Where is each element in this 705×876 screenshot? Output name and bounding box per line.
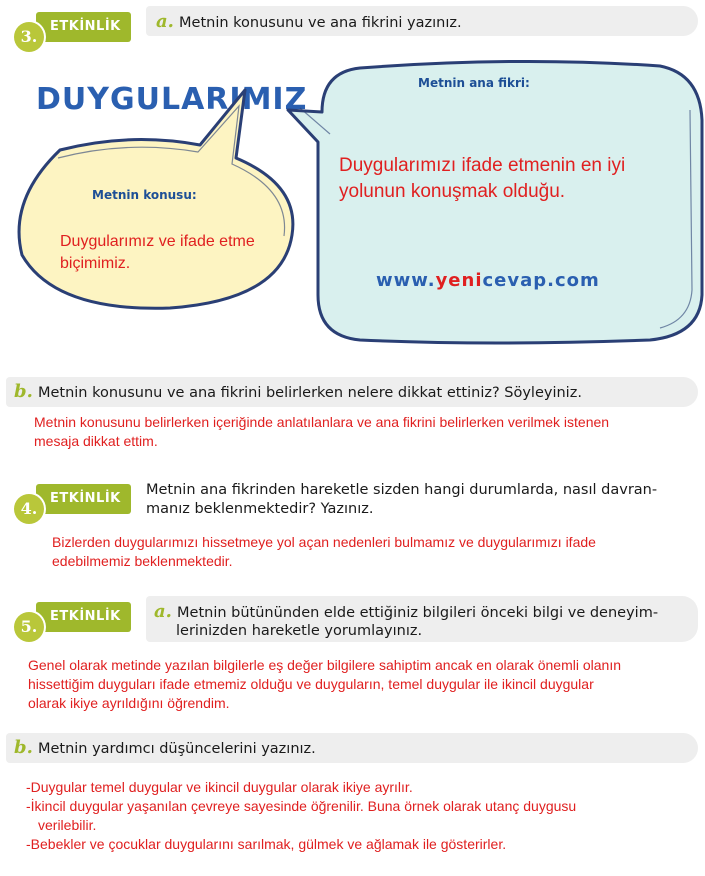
act4-badge-label: ETKİNLİK [36,484,131,514]
act3-question-a-text: Metnin konusunu ve ana fikrini yazınız. [179,15,462,31]
act5-question-b-text: Metnin yardımcı düşüncelerini yazınız. [37,741,316,757]
act3-badge [14,8,134,46]
topic-label: Metnin konusu: [92,188,197,202]
act4-answer-line1: Bizlerden duygularımızı hissetmeye yol açan nedenleri bulmamız ve duygularımızı ifade [52,534,596,550]
act5-question-a [154,601,658,622]
act5-b-answer-line2: -İkincil duygular yaşanılan çevreye sayesinde öğrenilir. Buna örnek olarak utanç duygusu [26,798,577,814]
act4-badge [14,480,134,520]
act4-badge-number: 4. [14,494,44,524]
act5-badge-label: ETKİNLİK [36,602,131,632]
watermark [376,270,600,291]
act5-letter-a: a. [154,601,172,622]
act3-question-a [156,11,462,32]
mainidea-answer: Duygularımızı ifade etmenin en iyi yolunun konuşmak olduğu. [339,155,626,202]
act5-b-answer-line3: verilebilir. [38,817,97,833]
mainidea-label: Metnin ana fikri: [418,76,530,90]
page-title: DUYGULARIMIZ [36,82,308,117]
act3-b-answer-line2: mesaja dikkat ettim. [34,433,158,449]
act5-a-answer-line3: olarak ikiye ayrıldığını öğrendim. [28,695,230,711]
act3-b-answer-line1: Metnin konusunu belirlerken içeriğinde anlatılanlara ve ana fikrini belirlerken verilmek istenen [34,414,610,430]
act5-b-answer-line4: -Bebekler ve çocuklar duygularını sarılmak, gülmek ve ağlamak ile gösterirler. [26,836,507,852]
act3-question-b [14,381,582,402]
watermark-cevap: cevap [482,270,548,291]
act3-letter-b: b. [14,381,33,402]
topic-answer: Duygularımız ve ifade etme biçimimiz. [60,233,255,272]
act4-question-line2: manız beklenmektedir? Yazınız. [146,501,374,517]
act3-badge-label: ETKİNLİK [36,12,131,42]
act5-question-a-line2: lerinizden hareketle yorumlayınız. [176,623,423,639]
act5-question-b [14,737,316,758]
watermark-yeni: yeni [435,270,483,291]
act5-letter-b: b. [14,737,33,758]
act5-a-answer-line2: hissettiğim duyguları ifade etmemiz olduğu ve duyguların, temel duygular ile ikincil duygular [28,676,594,692]
act3-letter-a: a. [156,11,174,32]
watermark-www: www. [376,270,436,291]
act5-a-answer-line1: Genel olarak metinde yazılan bilgilerle eş değer bilgilere sahiptim ancak en olarak önemli olanın [28,657,621,673]
act4-answer-line2: edebilmemiz beklenmektedir. [52,553,233,569]
act3-badge-number: 3. [14,22,44,52]
act5-question-a-line1: Metnin bütününden elde ettiğiniz bilgileri önceki bilgi ve deneyim- [177,605,659,621]
act3-question-b-text: Metnin konusunu ve ana fikrini belirlerken nelere dikkat ettiniz? Söyleyiniz. [37,385,582,401]
act4-question-line1: Metnin ana fikrinden hareketle sizden hangi durumlarda, nasıl davran- [146,482,658,498]
watermark-com: .com [547,270,600,291]
act5-b-answer-line1: -Duygular temel duygular ve ikincil duygular olarak ikiye ayrılır. [26,779,413,795]
act5-badge-number: 5. [14,612,44,642]
act5-badge [14,598,134,638]
